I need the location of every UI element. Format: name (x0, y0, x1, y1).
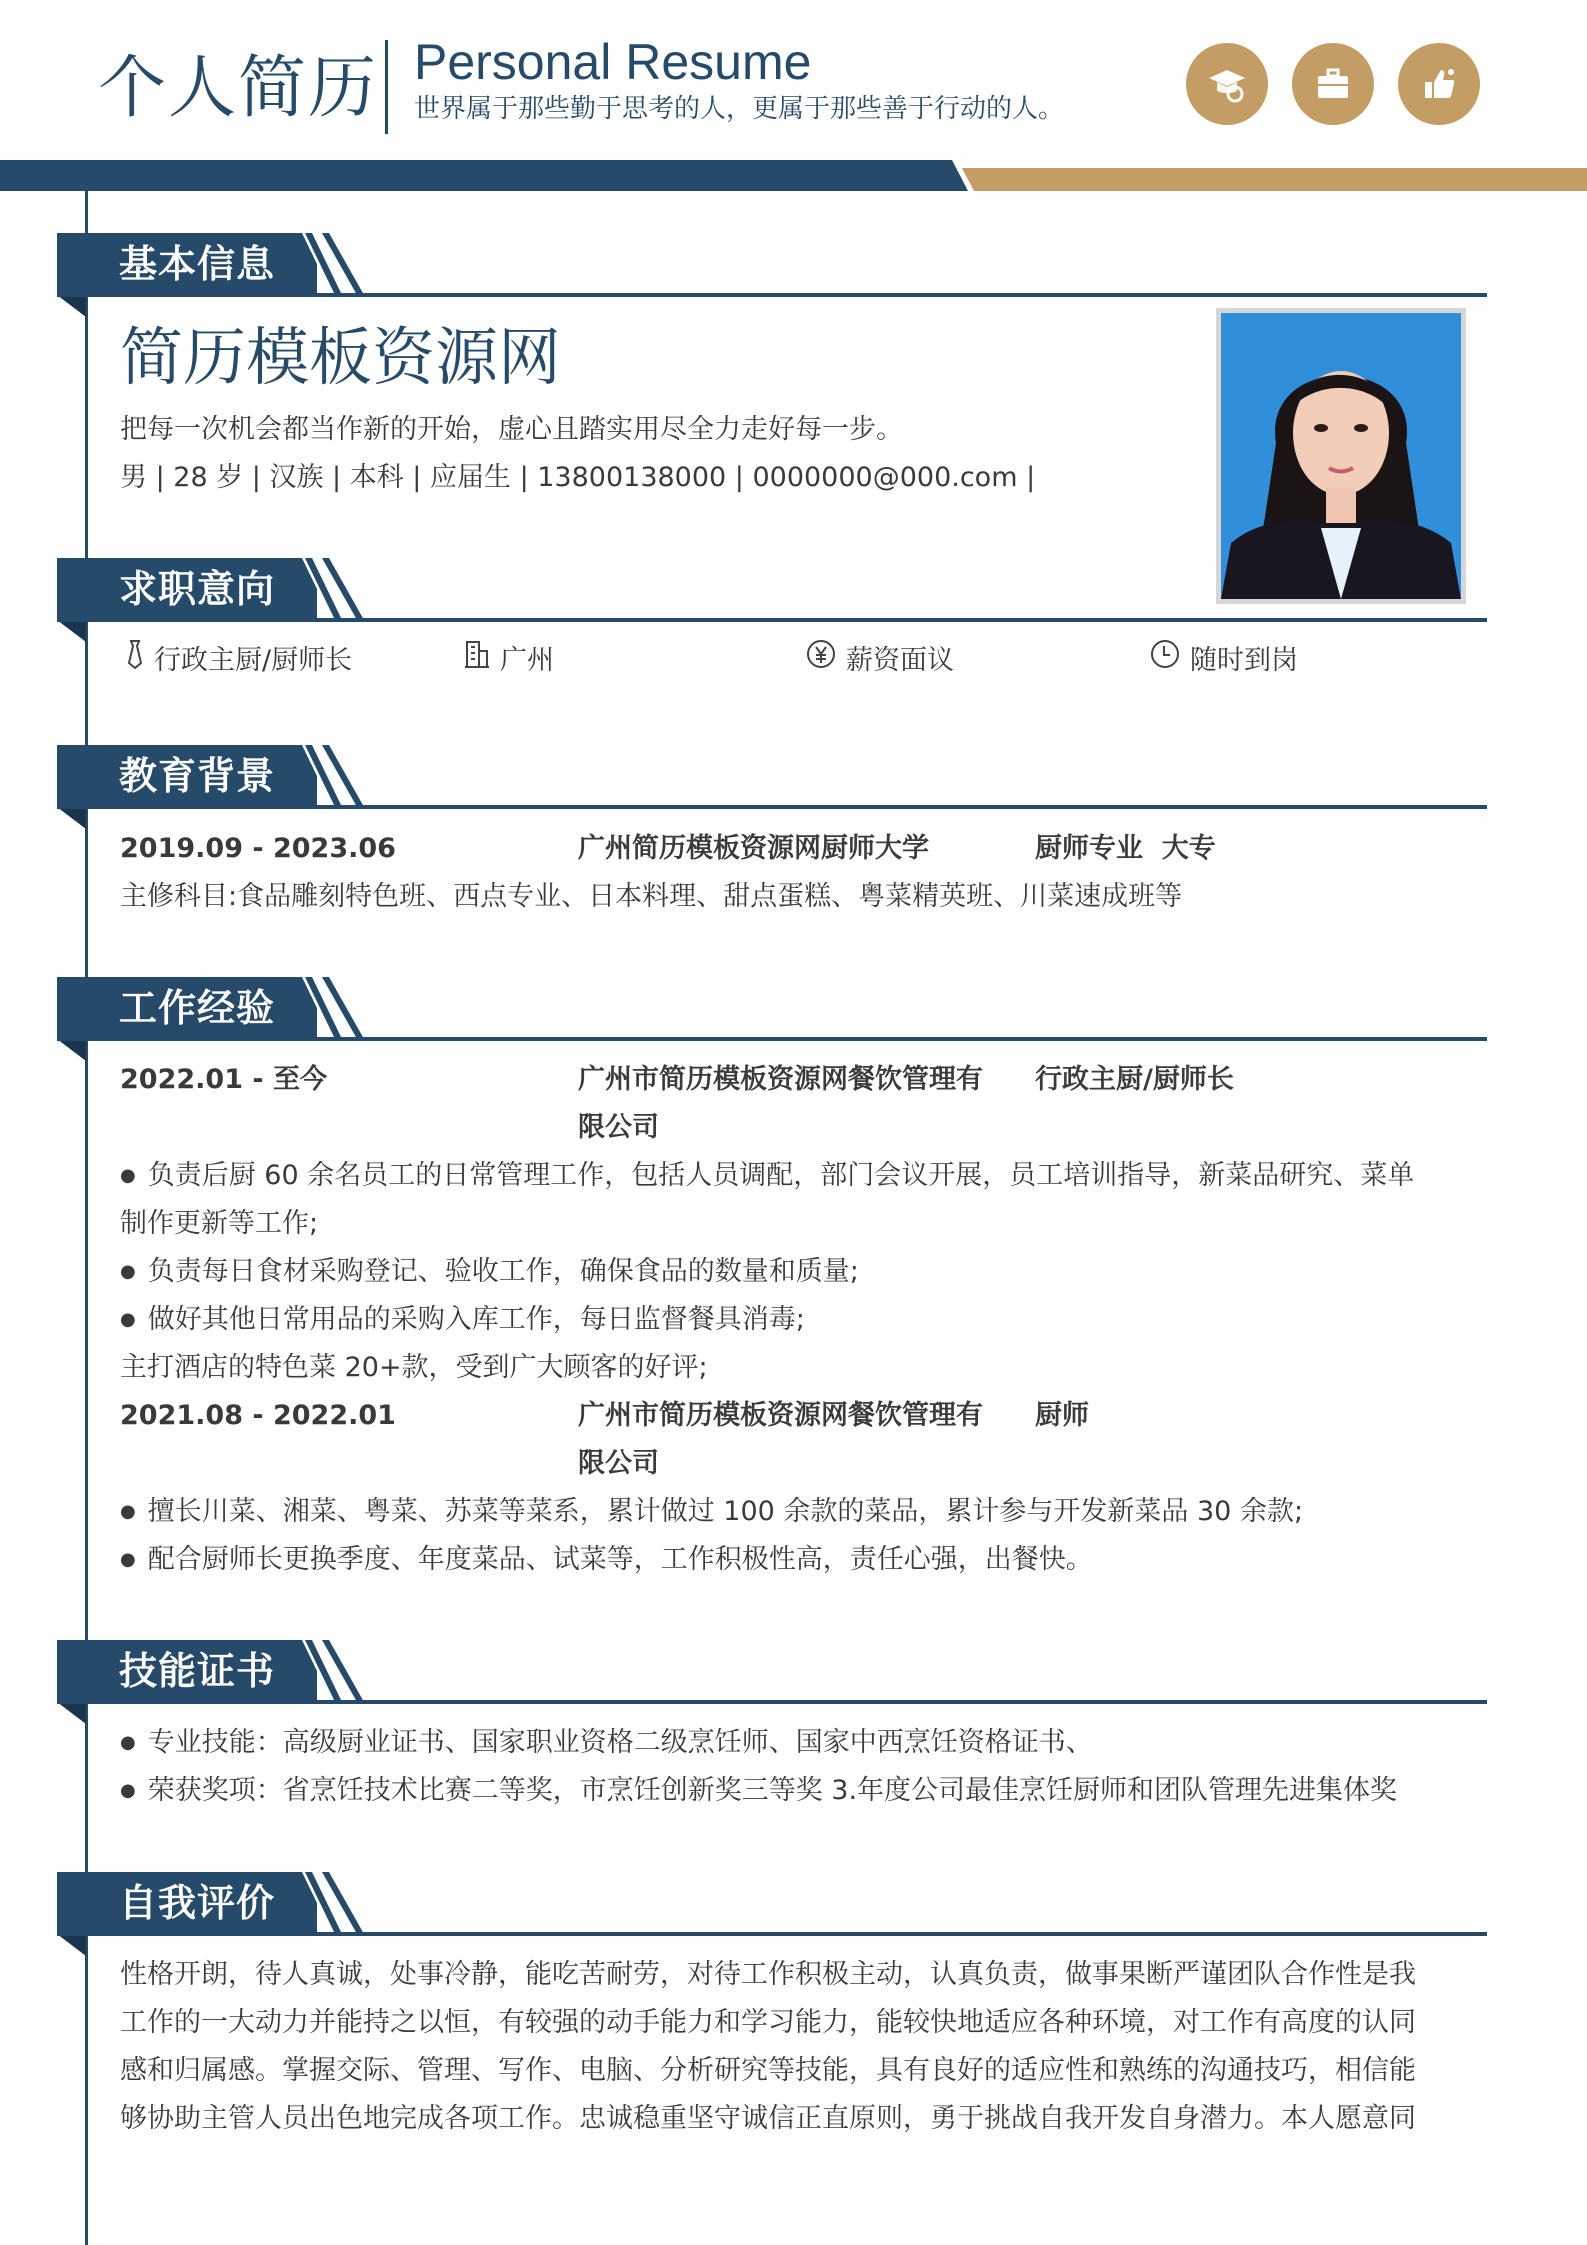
work-role: 厨师 (1035, 1400, 1089, 1431)
work-duty: ● 做好其他日常用品的采购入库工作，每日监督餐具消毒; (120, 1296, 1480, 1344)
slogan: 把每一次机会都当作新的开始，虚心且踏实用尽全力走好每一步。 (120, 414, 903, 445)
work-duty: ● 负责每日食材采购登记、验收工作，确保食品的数量和质量; (120, 1248, 1480, 1296)
tie-icon (126, 637, 144, 685)
section-title: 工作经验 (119, 986, 276, 1030)
candidate-name: 简历模板资源网 (120, 321, 561, 394)
work-duty: ● 擅长川菜、湘菜、粤菜、苏菜等菜系，累计做过 100 余款的菜品，累计参与开发新菜品 30 余款; (120, 1488, 1480, 1536)
clock-icon (1150, 637, 1180, 685)
edu-school: 广州简历模板资源网厨师大学 (578, 833, 929, 864)
work-company-cont: 限公司 (578, 1448, 659, 1479)
section-title: 自我评价 (119, 1881, 276, 1925)
work-entry (120, 1056, 1480, 1392)
header-divider (385, 40, 388, 134)
section-header-skills (57, 1640, 1487, 1706)
section-title: 技能证书 (119, 1649, 276, 1693)
motto: 世界属于那些勤于思考的人，更属于那些善于行动的人。 (414, 94, 1065, 124)
intent-position-text: 行政主厨/厨师长 (154, 645, 353, 676)
edu-courses: 主修科目:食品雕刻特色班、西点专业、日本料理、甜点蛋糕、粤菜精英班、川菜速成班等 (120, 881, 1183, 912)
intent-city-text: 广州 (500, 645, 554, 676)
personal-info: 男 | 28 岁 | 汉族 | 本科 | 应届生 | 13800138000 | 0000000@000.com | (120, 462, 1036, 493)
section-header-intent (57, 558, 1487, 624)
work-role: 行政主厨/厨师长 (1035, 1064, 1234, 1095)
intent-position (126, 637, 352, 685)
work-company: 广州市简历模板资源网餐饮管理有 (578, 1064, 983, 1095)
intent-availability (1150, 637, 1298, 685)
work-duty: ● 负责后厨 60 余名员工的日常管理工作，包括人员调配，部门会议开展，员工培训指导，新菜品研究、菜单 (120, 1152, 1480, 1200)
header-band-primary (0, 160, 968, 191)
yen-circle-icon (806, 637, 836, 685)
work-list (120, 1056, 1480, 1584)
work-duty-cont: 制作更新等工作; (120, 1208, 319, 1239)
section-title: 求职意向 (119, 567, 276, 611)
section-title: 基本信息 (119, 242, 276, 286)
resume-title-cn: 个人简历 (98, 49, 379, 128)
section-header-self (57, 1872, 1487, 1938)
section-header-work (57, 977, 1487, 1043)
edu-period: 2019.09 - 2023.06 (120, 833, 396, 864)
briefcase-icon (1292, 43, 1374, 125)
work-period: 2022.01 - 至今 (120, 1064, 327, 1095)
graduation-cap-icon (1186, 43, 1268, 125)
work-company-cont: 限公司 (578, 1112, 659, 1143)
intent-availability-text: 随时到岗 (1190, 645, 1298, 676)
self-eval-line: 感和归属感。掌握交际、管理、写作、电脑、分析研究等技能，具有良好的适应性和熟练的沟通技巧，相信能 (120, 2055, 1416, 2086)
work-period: 2021.08 - 2022.01 (120, 1400, 396, 1431)
self-evaluation (120, 1951, 1480, 2143)
work-achievement: 主打酒店的特色菜 20+款，受到广大顾客的好评; (120, 1352, 708, 1383)
intent-city (464, 637, 554, 685)
self-eval-line: 性格开朗，待人真诚，处事冷静，能吃苦耐劳，对待工作积极主动，认真负责，做事果断严谨团队合作性是我 (120, 1959, 1416, 1990)
work-entry (120, 1392, 1480, 1584)
work-duty: ● 配合厨师长更换季度、年度菜品、试菜等，工作积极性高，责任心强，出餐快。 (120, 1536, 1480, 1584)
self-eval-line: 够协助主管人员出色地完成各项工作。忠诚稳重坚守诚信正直原则，勇于挑战自我开发自身潜力。本人愿意同 (120, 2103, 1416, 2134)
section-header-basic (57, 233, 1487, 299)
self-eval-line: 工作的一大动力并能持之以恒，有较强的动手能力和学习能力，能较快地适应各种环境，对工作有高度的认同 (120, 2007, 1416, 2038)
edu-major: 厨师专业 大专 (1035, 833, 1216, 864)
skill-item: ● 荣获奖项：省烹饪技术比赛二等奖，市烹饪创新奖三等奖 3.年度公司最佳烹饪厨师和团队管理先进集体奖 (120, 1767, 1480, 1815)
intent-salary (806, 637, 954, 685)
thumbs-up-icon (1398, 43, 1480, 125)
resume-title-en: Personal Resume (414, 34, 812, 90)
intent-salary-text: 薪资面议 (846, 645, 954, 676)
section-header-education (57, 745, 1487, 811)
skill-item: ● 专业技能：高级厨业证书、国家职业资格二级烹饪师、国家中西烹饪资格证书、 (120, 1719, 1480, 1767)
header-band-accent (962, 168, 1587, 191)
section-title: 教育背景 (119, 754, 276, 798)
work-company: 广州市简历模板资源网餐饮管理有 (578, 1400, 983, 1431)
building-icon (464, 637, 490, 685)
